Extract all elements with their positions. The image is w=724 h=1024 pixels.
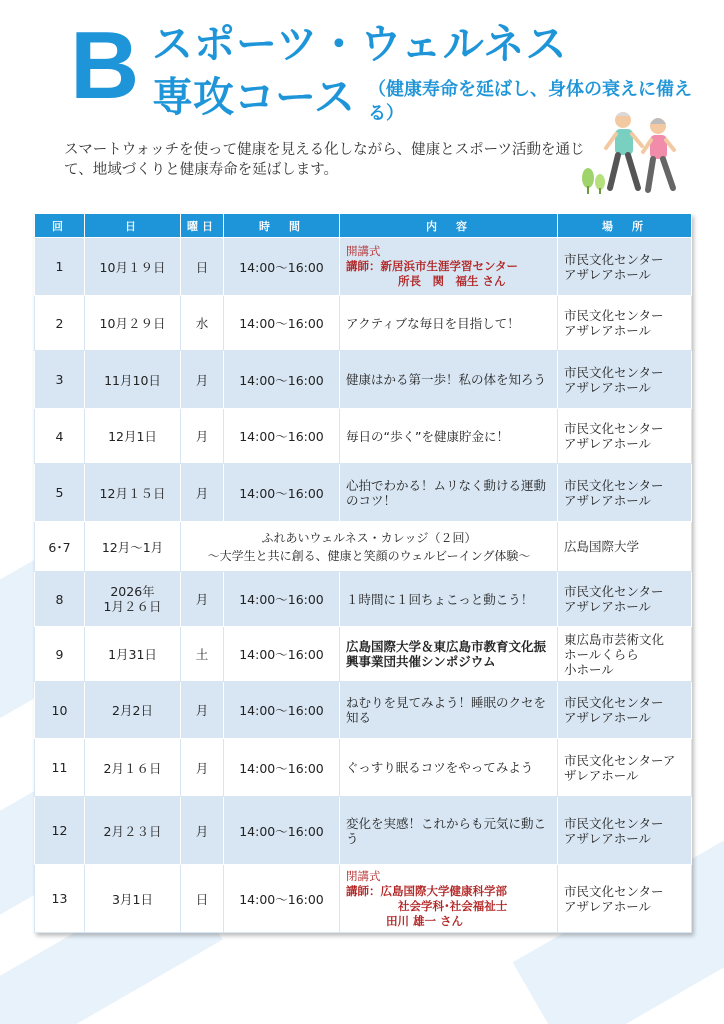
lecturer-line: 講師：新居浜市生涯学習センター [346, 259, 519, 273]
row-place: 市民文化センター アザレアホール [558, 351, 692, 409]
row-content: 毎日の“歩く”を健康貯金に！ [340, 409, 558, 464]
header-time: 時 間 [224, 214, 340, 238]
course-title-line2: 専攻コース [152, 73, 355, 121]
row-place: 市民文化センター アザレアホール [558, 409, 692, 464]
row-time: 14:00～16:00 [224, 572, 340, 627]
row-time: 14:00～16:00 [224, 865, 340, 933]
row-date: 3月1日 [85, 865, 181, 933]
row-time: 14:00～16:00 [224, 238, 340, 296]
header-number: 回 [35, 214, 85, 238]
course-subtitle: （健康寿命を延ばし、身体の衰えに備える） [368, 79, 692, 124]
row-place: 市民文化センター アザレアホール [558, 572, 692, 627]
row-content: アクティブな毎日を目指して！ [340, 296, 558, 351]
row-content: 広島国際大学＆東広島市教育文化振興事業団共催シンポジウム [340, 627, 558, 682]
table-row [35, 464, 692, 522]
row-time: 14:00～16:00 [224, 797, 340, 865]
lecturer-line: 講師：広島国際大学健康科学部 [346, 883, 507, 898]
row-content: 心拍でわかる！ムリなく動ける運動のコツ！ [340, 464, 558, 522]
ceremony-label: 開講式 [346, 244, 381, 258]
row-place: 市民文化センターア ザレアホール [558, 739, 692, 797]
table-row [35, 865, 692, 933]
row-place: 東広島市芸術文化 ホールくらら 小ホール [558, 627, 692, 682]
row-place: 市民文化センター アザレアホール [558, 865, 692, 933]
lecturer-line: 田川 雄一 さん [386, 913, 464, 928]
row-place: 市民文化センター アザレアホール [558, 464, 692, 522]
row-time: 14:00～16:00 [224, 464, 340, 522]
row-time: 14:00～16:00 [224, 627, 340, 682]
row-time: 14:00～16:00 [224, 739, 340, 797]
table-row [35, 797, 692, 865]
row-day: 月 [181, 351, 224, 409]
row-number: 9 [35, 627, 85, 682]
row-number: 1 [35, 238, 85, 296]
row-number: 10 [35, 682, 85, 739]
walking-seniors-illustration [568, 100, 688, 200]
row-date: 10月１９日 [85, 238, 181, 296]
intro-text: スマートウォッチを使って健康を見える化しながら、健康とスポーツ活動を通じて、地域づくりと健康寿命を延ばします。 [64, 142, 585, 178]
row-place: 市民文化センター アザレアホール [558, 682, 692, 739]
row-content [340, 865, 558, 933]
row-number: 6･7 [35, 522, 85, 572]
row-day: 月 [181, 797, 224, 865]
row-day: 日 [181, 238, 224, 296]
ceremony-label: 閉講式 [346, 868, 381, 883]
row-time: 14:00～16:00 [224, 296, 340, 351]
row-number: 5 [35, 464, 85, 522]
row-day: 土 [181, 627, 224, 682]
header [0, 0, 724, 210]
row-date: 12月１５日 [85, 464, 181, 522]
event-subtitle-line: ～大学生と共に創る、健康と笑顔のウェルビーイング体験～ [207, 548, 531, 563]
row-number: 13 [35, 865, 85, 933]
row-place: 市民文化センター アザレアホール [558, 296, 692, 351]
header-date: 日 [85, 214, 181, 238]
row-content: 健康はかる第一歩！私の体を知ろう [340, 351, 558, 409]
table-row [35, 351, 692, 409]
table-row [35, 739, 692, 797]
row-content [340, 238, 558, 296]
row-number: 3 [35, 351, 85, 409]
table-row [35, 682, 692, 739]
row-number: 2 [35, 296, 85, 351]
row-day: 月 [181, 739, 224, 797]
header-day: 曜日 [181, 214, 224, 238]
event-title-line: ふれあいウェルネス・カレッジ（２回） [261, 530, 477, 545]
row-place: 市民文化センター アザレアホール [558, 238, 692, 296]
row-date: 1月31日 [85, 627, 181, 682]
row-date: 10月２９日 [85, 296, 181, 351]
row-day: 水 [181, 296, 224, 351]
row-content: ぐっすり眠るコツをやってみよう [340, 739, 558, 797]
row-number: 12 [35, 797, 85, 865]
schedule-table [34, 213, 692, 933]
table-row [35, 409, 692, 464]
row-day: 月 [181, 464, 224, 522]
row-time: 14:00～16:00 [224, 351, 340, 409]
row-date: 11月10日 [85, 351, 181, 409]
row-date: 12月～1月 [85, 522, 181, 572]
row-day: 月 [181, 682, 224, 739]
row-content: １時間に１回ちょこっと動こう！ [340, 572, 558, 627]
row-date: 2月２３日 [85, 797, 181, 865]
lecturer-line: 所長 関 福生 さん [398, 274, 506, 288]
row-day: 月 [181, 572, 224, 627]
table-row [35, 627, 692, 682]
row-number: 8 [35, 572, 85, 627]
row-date: 12月1日 [85, 409, 181, 464]
table-row [35, 572, 692, 627]
row-day: 月 [181, 409, 224, 464]
table-row [35, 238, 692, 296]
table-row [35, 296, 692, 351]
row-date: 2月2日 [85, 682, 181, 739]
row-content: 変化を実感！これからも元気に動こう [340, 797, 558, 865]
course-letter: B [70, 12, 140, 119]
row-number: 11 [35, 739, 85, 797]
table-header-row [35, 214, 692, 238]
row-time: 14:00～16:00 [224, 682, 340, 739]
row-time: 14:00～16:00 [224, 409, 340, 464]
row-content: ねむりを見てみよう！睡眠のクセを知る [340, 682, 558, 739]
row-place: 広島国際大学 [558, 522, 692, 572]
row-date: 2月１６日 [85, 739, 181, 797]
row-event [181, 522, 558, 572]
row-date: 2026年 1月２６日 [85, 572, 181, 627]
row-day: 日 [181, 865, 224, 933]
table-row [35, 522, 692, 572]
course-title-line1: スポーツ・ウェルネス [152, 20, 568, 68]
row-number: 4 [35, 409, 85, 464]
row-place: 市民文化センター アザレアホール [558, 797, 692, 865]
lecturer-line: 社会学科･社会福祉士 [398, 898, 508, 913]
header-place: 場 所 [558, 214, 692, 238]
header-content: 内 容 [340, 214, 558, 238]
